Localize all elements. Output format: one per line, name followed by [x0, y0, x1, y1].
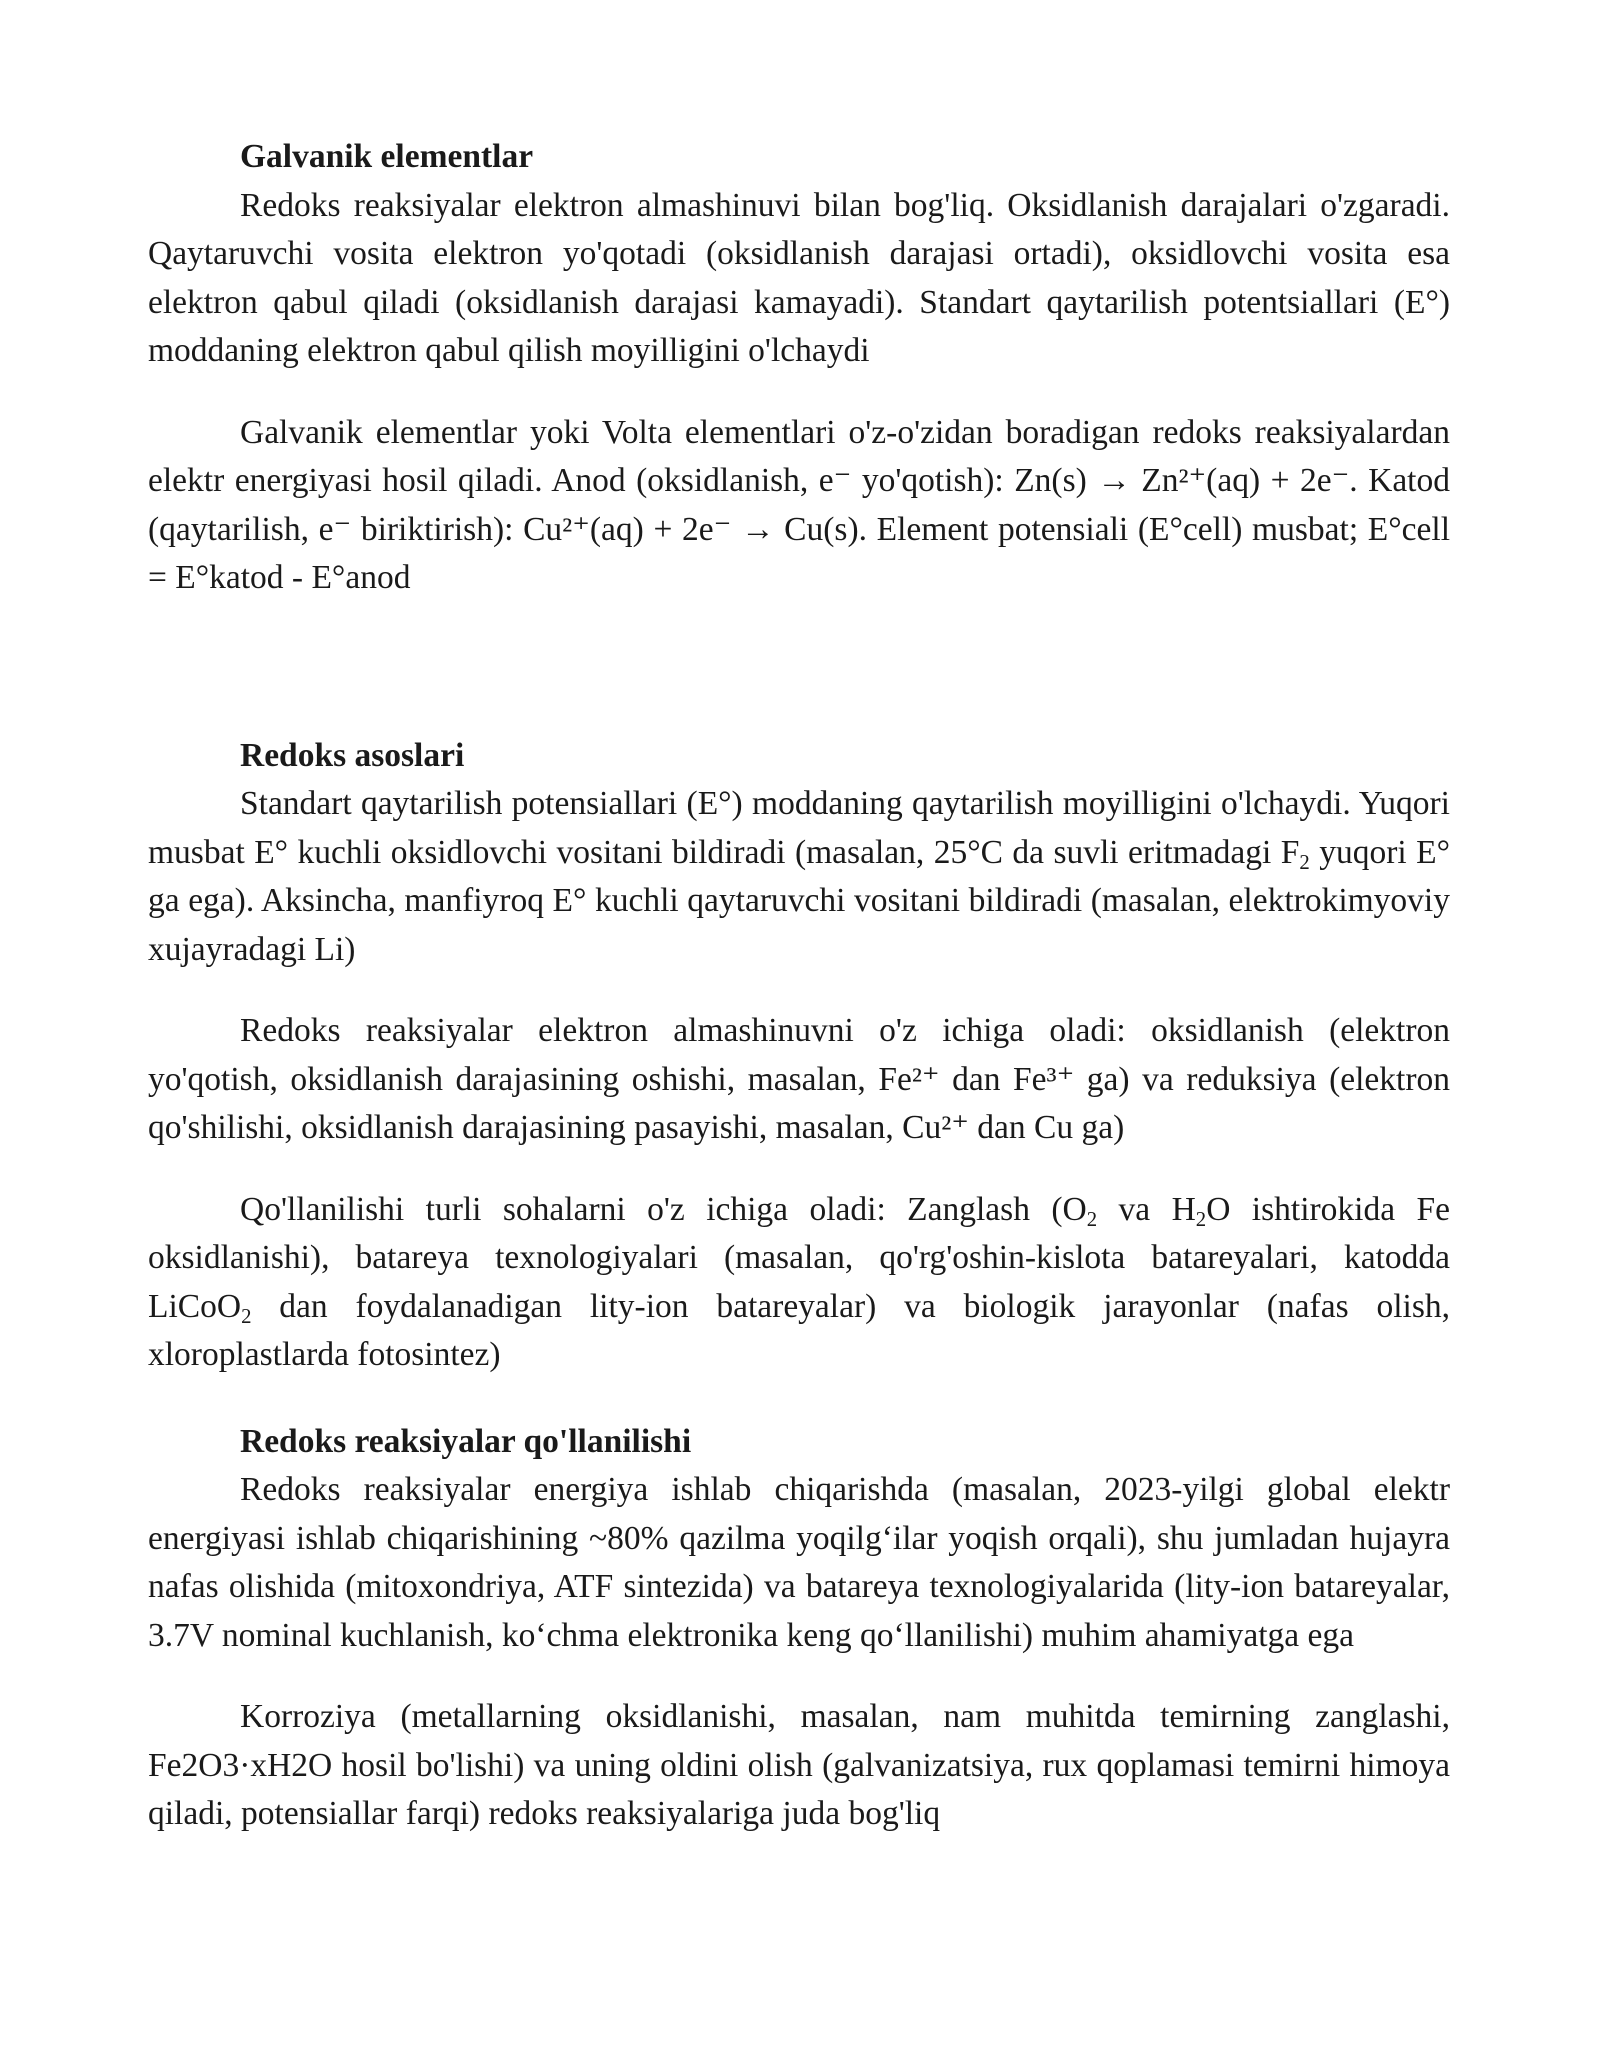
paragraph: Redoks reaksiyalar elektron almashinuvi bilan bog'liq. Oksidlanish darajalari o'zgaradi. Qaytaruvchi vosita elektron yo'qotadi (oksidlanish darajasi ortadi), oksidlovchi vosita esa elektron qabul qiladi (oksidlanish darajasi kamayadi). Standart qaytarilish potentsiallari (E°) moddaning elektron qabul qilish moyilligini o'lchaydi [148, 186, 1450, 369]
section-heading: Redoks asoslari [240, 736, 465, 774]
section-heading: Redoks reaksiyalar qo'llanilishi [240, 1422, 692, 1460]
document-page [148, 133, 1450, 1839]
paragraph: Qo'llanilishi turli sohalarni o'z ichiga oladi: Zanglash ($O_2$ va $H_2O$ ishtirokida Fe oksidlanishi), batareya texnologiyalari (masalan, qo'rg'oshin-kislota batareyalari, katodda LiCoO$_2$ dan foydalanadigan lity-ion batareyalar) va biologik jarayonlar (nafas olish, xloroplastlarda fotosintez) [148, 1190, 1451, 1373]
paragraph: Standart qaytarilish potensiallari (E°) moddaning qaytarilish moyilligini o'lchaydi. Yuqori musbat E° kuchli oksidlovchi vositani bildiradi (masalan, 25°C da suvli eritmadagi $F_2$ yuqori E° ga ega). Aksincha, manfiyroq E° kuchli qaytaruvchi vositani bildiradi (masalan, elektrokimyoviy xujayradagi Li) [148, 785, 1451, 968]
paragraph: Redoks reaksiyalar elektron almashinuvni o'z ichiga oladi: oksidlanish (elektron yo'qotish, oksidlanish darajasining oshishi, masalan, Fe²⁺ dan Fe³⁺ ga) va reduksiya (elektron qo'shilishi, oksidlanish darajasining pasayishi, masalan, Cu²⁺ dan Cu ga) [148, 1012, 1450, 1146]
section-heading: Galvanik elementlar [240, 138, 534, 175]
section-galvanik-elementlar [148, 133, 1450, 603]
paragraph: Galvanik elementlar yoki Volta elementlari o'z-o'zidan boradigan redoks reaksiyalardan elektr energiyasi hosil qiladi. Anod (oksidlanish, e⁻ yo'qotish): Zn(s) → Zn²⁺(aq) + 2e⁻. Katod (qaytarilish, e⁻ biriktirish): Cu²⁺(aq) + 2e⁻ → Cu(s). Element potensiali (E°cell) musbat; E°cell = E°katod - E°anod [148, 413, 1450, 596]
section-redoks-asoslari [148, 732, 1450, 1380]
paragraph: Redoks reaksiyalar energiya ishlab chiqarishda (masalan, 2023-yilgi global elektr energiyasi ishlab chiqarishining ~80% qazilma yoqilg‘ilar yoqish orqali), shu jumladan hujayra nafas olishida (mitoxondriya, ATF sintezida) va batareya texnologiyalarida (lity-ion batareyalar, 3.7V nominal kuchlanish, ko‘chma elektronika keng qo‘llanilishi) muhim ahamiyatga ega [148, 1471, 1450, 1654]
paragraph: Korroziya (metallarning oksidlanishi, masalan, nam muhitda temirning zanglashi, Fe2O3·xH2O hosil bo'lishi) va uning oldini olish (galvanizatsiya, rux qoplamasi temirni himoya qiladi, potensiallar farqi) redoks reaksiyalariga juda bog'liq [148, 1698, 1450, 1832]
section-redoks-qollanilishi [148, 1418, 1450, 1839]
